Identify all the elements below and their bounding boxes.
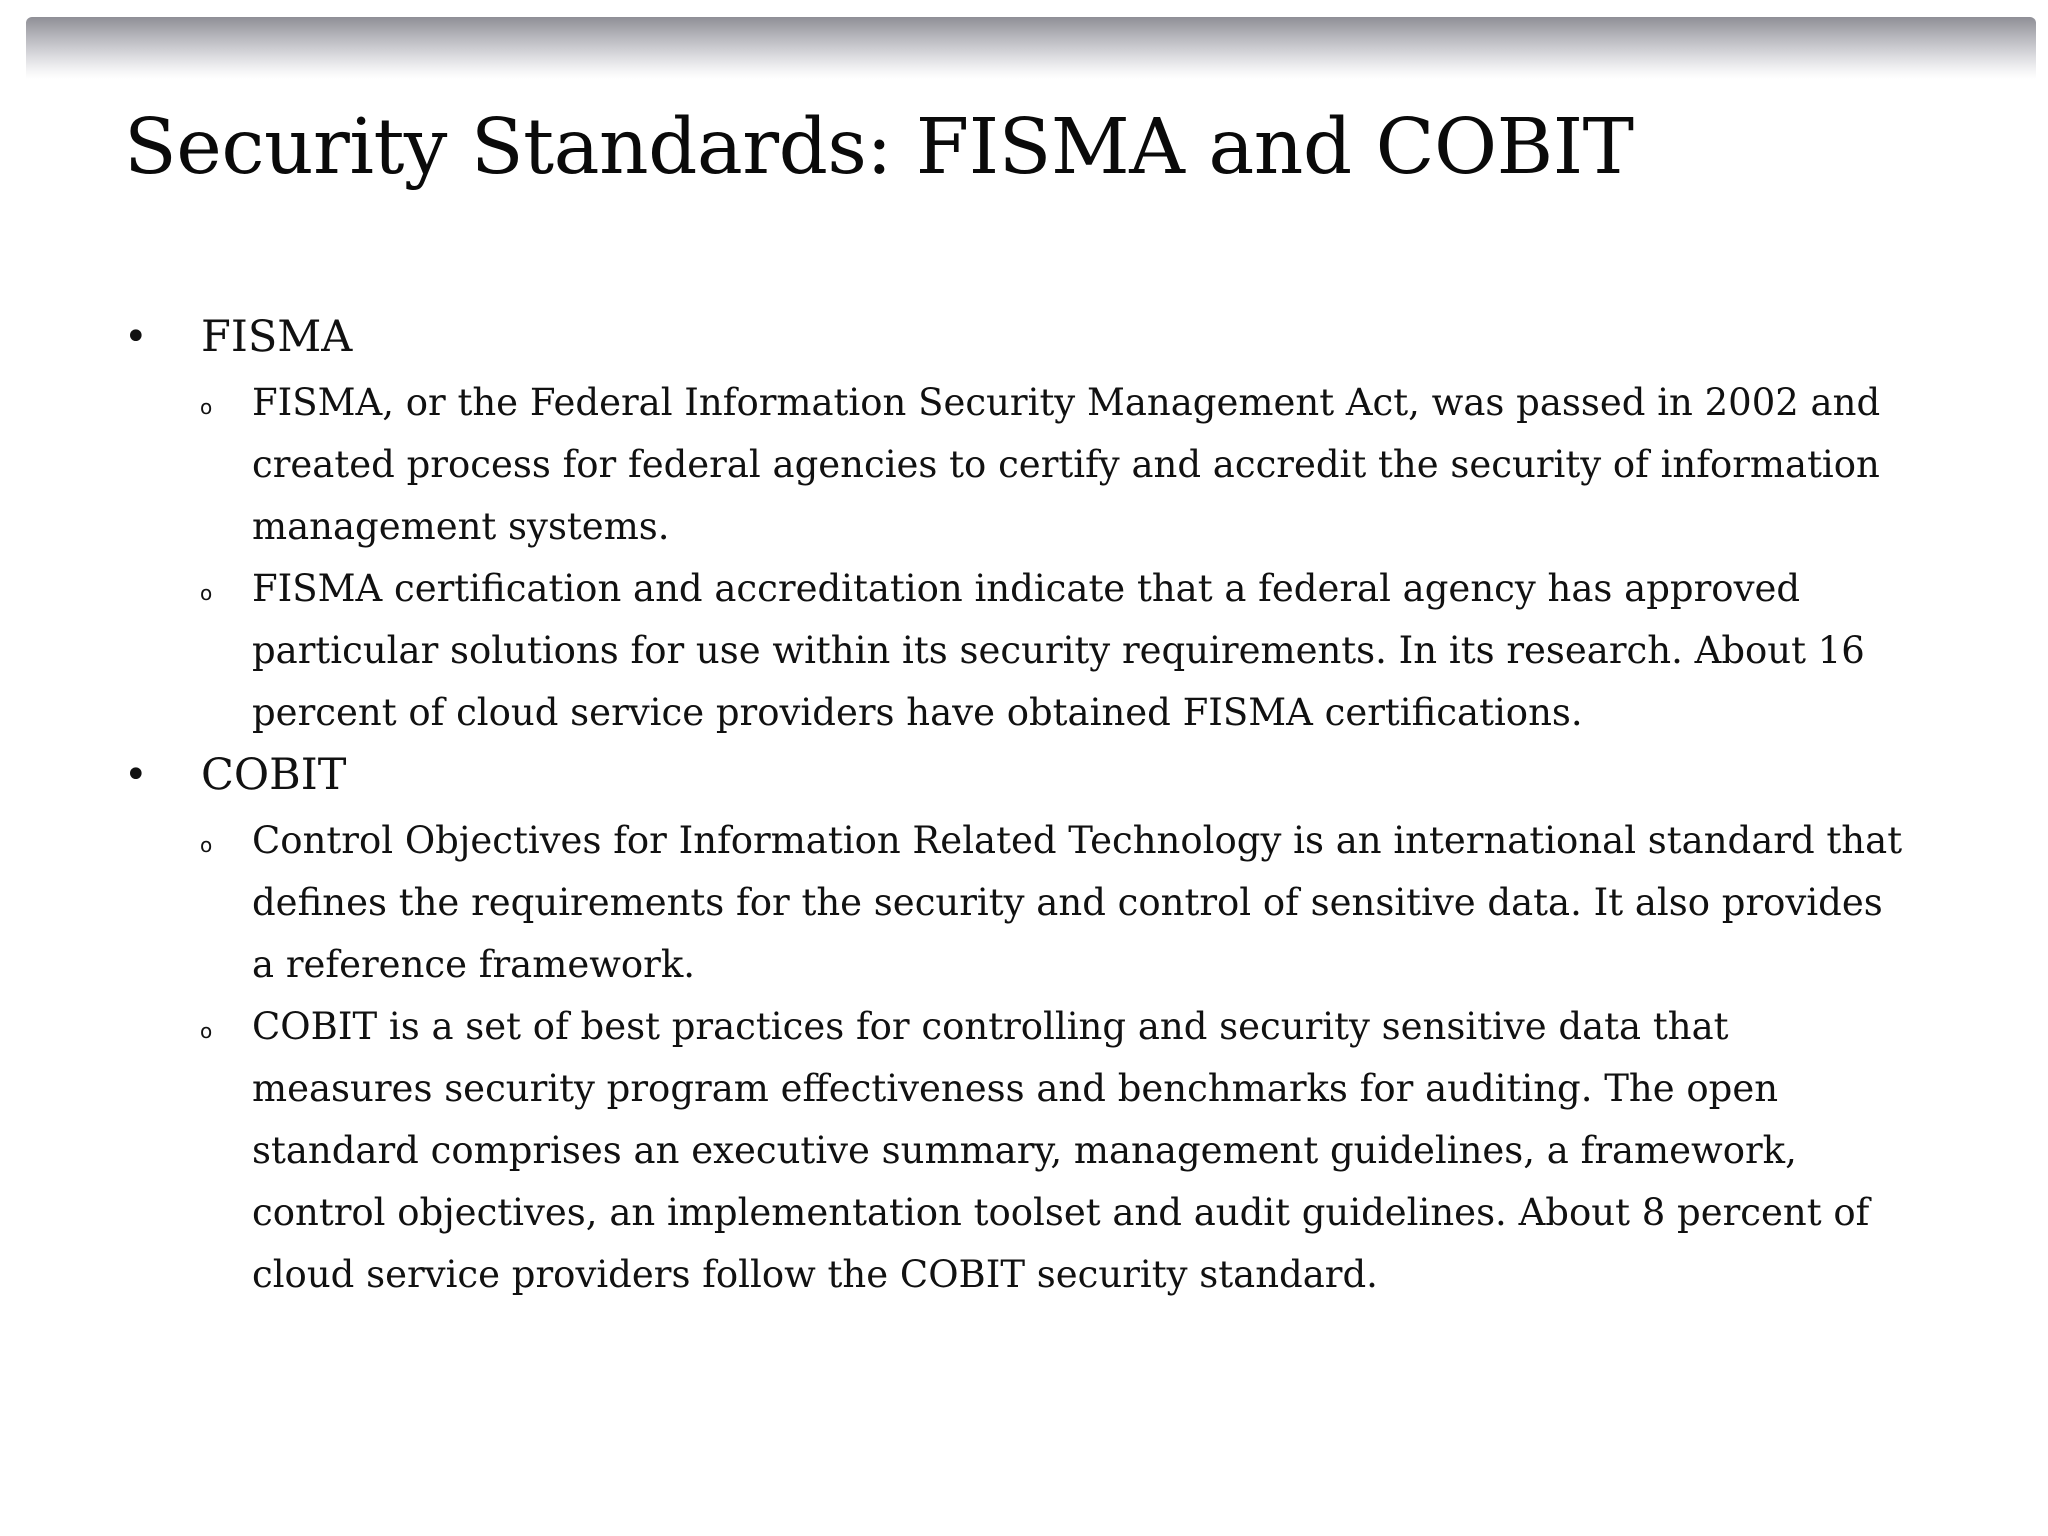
bullet-icon: •	[124, 314, 148, 360]
sub-bullet-icon: o	[200, 581, 213, 605]
sub-bullet-text: Control Objectives for Information Related Technology is an international standard that defines the requirements for the security and control of sensitive data. It also provides a reference framework.	[252, 819, 1903, 986]
bullet-heading-cobit: COBIT	[201, 750, 347, 800]
sub-bullet-icon: o	[200, 395, 213, 419]
sub-bullet-fisma-2	[200, 558, 1912, 744]
bullet-fisma	[124, 306, 1924, 368]
sub-bullet-text: COBIT is a set of best practices for controlling and security sensitive data that measures security program effectiveness and benchmarks for auditing. The open standard comprises an executive summary, management guidelines, a framework, control objectives, an implementation toolset and audit guidelines. About 8 percent of cloud service providers follow the COBIT security standard.	[252, 1005, 1870, 1296]
sub-bullet-text: FISMA, or the Federal Information Security Management Act, was passed in 2002 and created process for federal agencies to certify and accredit the security of information management systems.	[252, 381, 1881, 548]
header-gradient-bar	[26, 17, 2036, 79]
slide-body	[124, 306, 1924, 1306]
bullet-cobit	[124, 744, 1924, 806]
sub-bullet-cobit-2	[200, 996, 1912, 1306]
sub-bullet-icon: o	[200, 833, 213, 857]
bullet-heading-fisma: FISMA	[201, 312, 353, 362]
sub-bullet-fisma-1	[200, 372, 1912, 558]
sub-bullet-icon: o	[200, 1019, 213, 1043]
slide-title: Security Standards: FISMA and COBIT	[124, 103, 1634, 192]
sub-bullet-text: FISMA certification and accreditation indicate that a federal agency has approved particular solutions for use within its security requirements. In its research. About 16 percent of cloud service providers have obtained FISMA certifications.	[252, 567, 1865, 734]
bullet-icon: •	[124, 752, 148, 798]
sub-bullet-cobit-1	[200, 810, 1912, 996]
